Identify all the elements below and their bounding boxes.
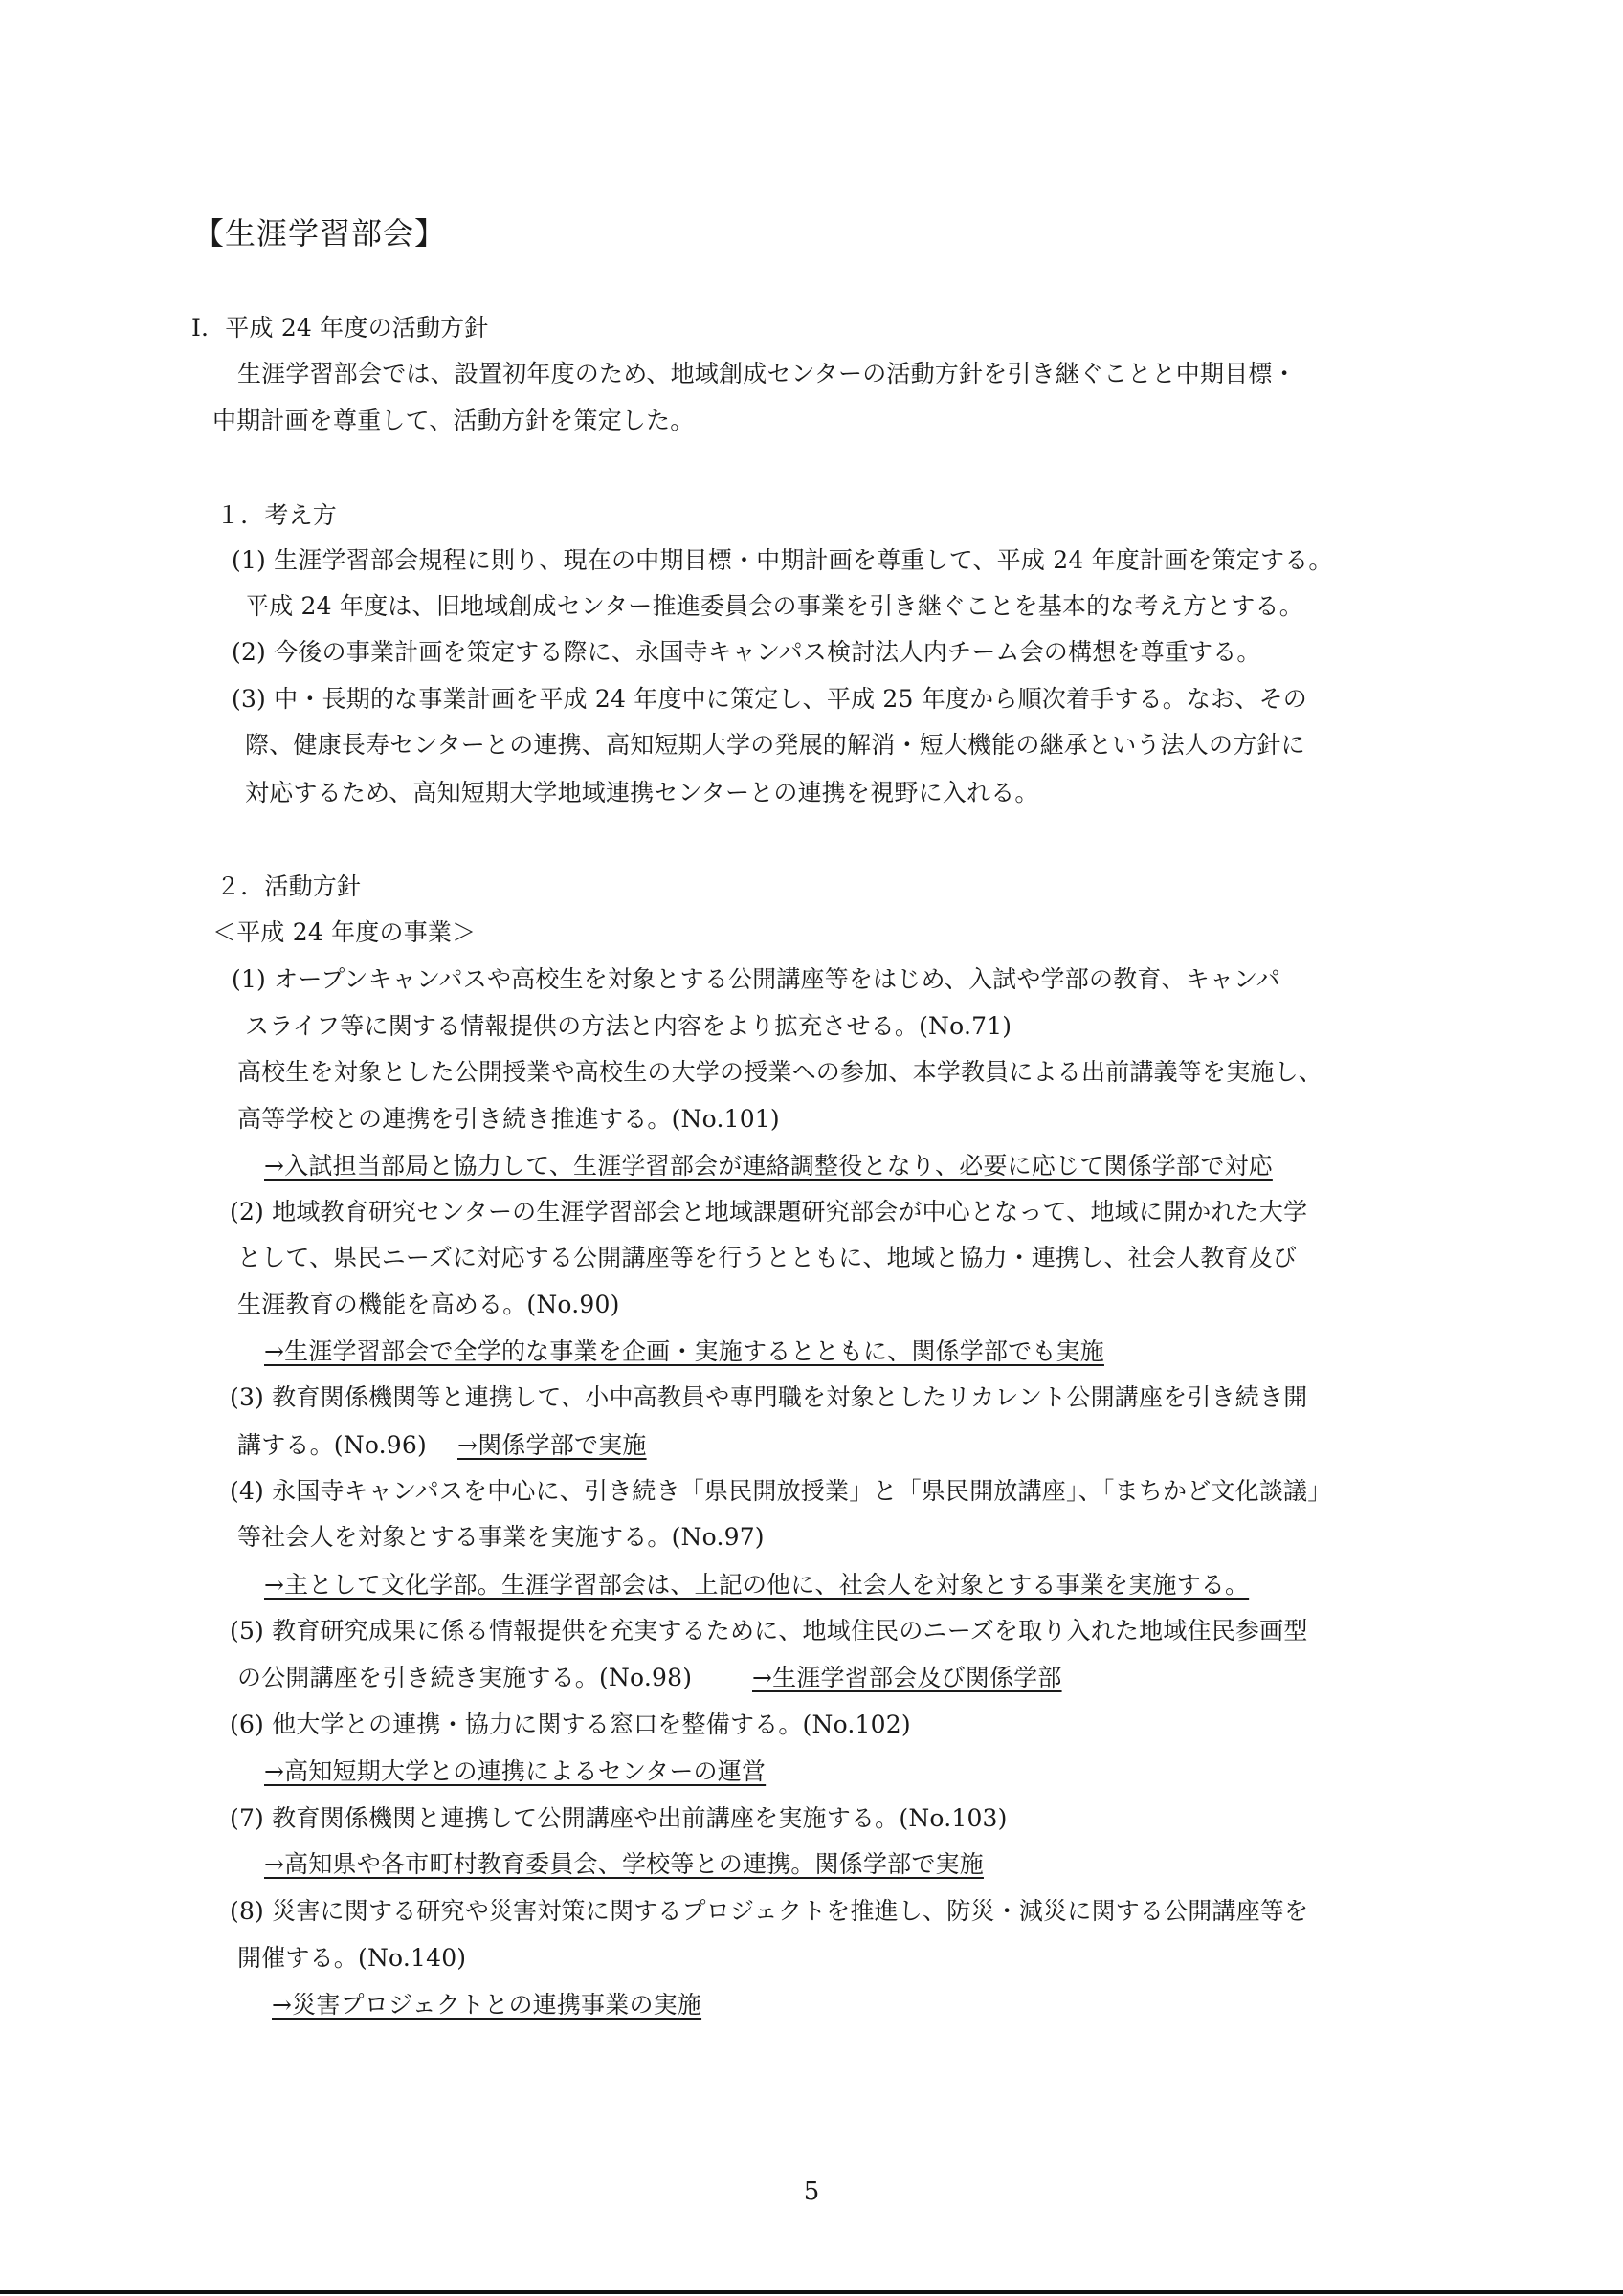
part2-line-1: (1) オープンキャンパスや高校生を対象とする公開講座等をはじめ、入試や学部の教育、キャンパ — [232, 965, 1280, 993]
section-title: 【生涯学習部会】 — [193, 215, 447, 252]
part2-result-8: →災害プロジェクトとの連携事業の実施 — [272, 1991, 702, 2019]
part2-result-6: →高知短期大学との連携によるセンターの運営 — [264, 1757, 767, 1785]
part2-line-17: の公開講座を引き続き実施する。(No.98) — [237, 1664, 693, 1691]
part2-line-24: 開催する。(No.140) — [237, 1944, 467, 1972]
part1-line-6: 対応するため、高知短期大学地域連携センターとの連携を視野に入れる。 — [245, 779, 1039, 806]
part2-line-10: (3) 教育関係機関等と連携して、小中高教員や専門職を対象としたリカレント公開講座を引き続き開 — [230, 1383, 1308, 1411]
part2-line-8: 生涯教育の機能を高める。(No.90) — [237, 1291, 620, 1318]
part2-result-5: →生涯学習部会及び関係学部 — [752, 1664, 1062, 1691]
part2-line-2: スライフ等に関する情報提供の方法と内容をより拡充させる。(No.71) — [245, 1012, 1012, 1040]
part2-line-7: として、県民ニーズに対応する公開講座等を行うとともに、地域と協力・連携し、社会人教育及び — [237, 1244, 1298, 1271]
part2-result-4: →主として文化学部。生涯学習部会は、上記の他に、社会人を対象とする事業を実施する。 — [264, 1571, 1250, 1599]
part2-line-11: 講する。(No.96) — [237, 1431, 427, 1459]
page-number: 5 — [803, 2177, 820, 2206]
section-heading: Ⅰ．平成 24 年度の活動方針 — [191, 314, 489, 342]
part2-result-3: →関係学部で実施 — [457, 1431, 647, 1459]
part2-line-4: 高等学校との連携を引き続き推進する。(No.101) — [237, 1105, 780, 1133]
part1-line-2: 平成 24 年度は、旧地域創成センター推進委員会の事業を引き継ぐことを基本的な考え方とする。 — [245, 592, 1303, 620]
part2-line-14: 等社会人を対象とする事業を実施する。(No.97) — [237, 1523, 765, 1551]
part2-subheading: ＜平成 24 年度の事業＞ — [212, 918, 477, 946]
part2-result-1: →入試担当部局と協力して、生涯学習部会が連絡調整役となり、必要に応じて関係学部で対応 — [264, 1152, 1273, 1180]
intro-line-2: 中期計画を尊重して、活動方針を策定した。 — [212, 407, 695, 434]
part2-line-6: (2) 地域教育研究センターの生涯学習部会と地域課題研究部会が中心となって、地域に開かれた大学 — [230, 1198, 1308, 1225]
part2-line-3: 高校生を対象とした公開授業や高校生の大学の授業への参加、本学教員による出前講義等を実施し、 — [237, 1058, 1323, 1086]
part1-line-3: (2) 今後の事業計画を策定する際に、永国寺キャンパス検討法人内チーム会の構想を尊重する。 — [232, 638, 1261, 666]
part2-line-13: (4) 永国寺キャンパスを中心に、引き続き「県民開放授業」と「県民開放講座」、「まちかど文化談議」 — [230, 1477, 1332, 1505]
part1-line-5: 際、健康長寿センターとの連携、高知短期大学の発展的解消・短大機能の継承という法人の方針に — [245, 731, 1305, 759]
intro-line-1: 生涯学習部会では、設置初年度のため、地域創成センターの活動方針を引き継ぐことと中期目標・ — [237, 360, 1297, 387]
part2-line-21: (7) 教育関係機関と連携して公開講座や出前講座を実施する。(No.103) — [230, 1804, 1008, 1832]
part1-heading: １．考え方 — [216, 501, 338, 529]
part2-result-2: →生涯学習部会で全学的な事業を企画・実施するとともに、関係学部でも実施 — [264, 1337, 1104, 1365]
part2-result-7: →高知県や各市町村教育委員会、学校等との連携。関係学部で実施 — [264, 1850, 984, 1878]
part2-line-19: (6) 他大学との連携・協力に関する窓口を整備する。(No.102) — [230, 1711, 911, 1738]
bottom-border — [0, 2290, 1623, 2294]
part1-line-1: (1) 生涯学習部会規程に則り、現在の中期目標・中期計画を尊重して、平成 24 年度計画を策定する。 — [232, 546, 1333, 574]
part2-line-16: (5) 教育研究成果に係る情報提供を充実するために、地域住民のニーズを取り入れた地域住民参画型 — [230, 1617, 1308, 1645]
part1-line-4: (3) 中・長期的な事業計画を平成 24 年度中に策定し、平成 25 年度から順次着手する。なお、その — [232, 685, 1307, 713]
part2-heading: ２．活動方針 — [216, 872, 362, 900]
part2-line-23: (8) 災害に関する研究や災害対策に関するプロジェクトを推進し、防災・減災に関する公開講座等を — [230, 1897, 1309, 1925]
